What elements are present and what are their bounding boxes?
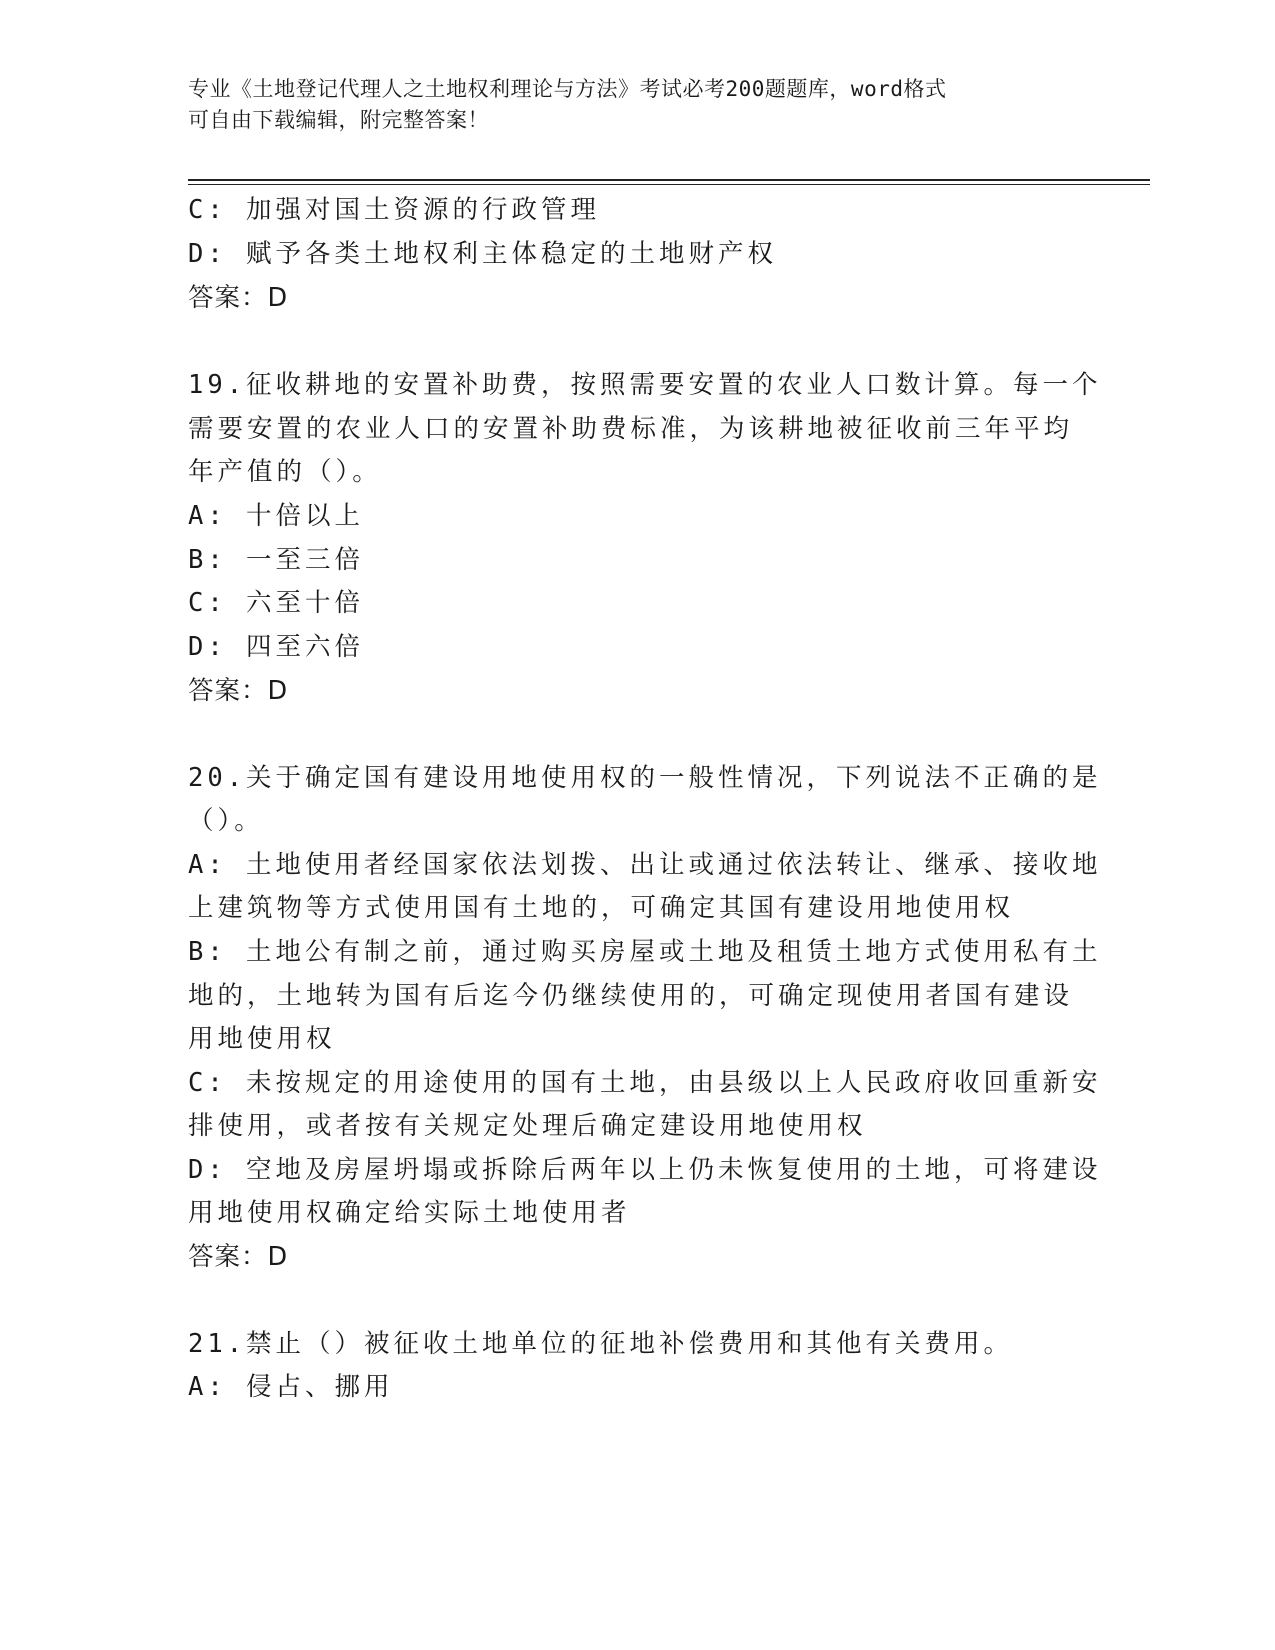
q20-option-b-line-2: 地的，土地转为国有后迄今仍继续使用的，可确定现使用者国有建设 [188, 981, 1074, 1011]
q19-option-a: A: 十倍以上 [188, 501, 365, 531]
q20-stem-line-2: （）。 [188, 806, 264, 836]
q18-option-d: D: 赋予各类土地权利主体稳定的土地财产权 [188, 239, 778, 269]
q19-option-b: B: 一至三倍 [188, 545, 365, 575]
q19-option-c: C: 六至十倍 [188, 588, 365, 618]
q19-answer: 答案：D [188, 676, 289, 706]
q20-option-a-line-1: A: 土地使用者经国家依法划拨、出让或通过依法转让、继承、接收地 [188, 850, 1102, 880]
header-line-2: 可自由下载编辑，附完整答案！ [188, 108, 489, 132]
q21-stem-line-1: 21.禁止（）被征收土地单位的征地补偿费用和其他有关费用。 [188, 1329, 1014, 1359]
q20-option-c-line-1: C: 未按规定的用途使用的国有土地，由县级以上人民政府收回重新安 [188, 1068, 1102, 1098]
q20-option-a-line-2: 上建筑物等方式使用国有土地的，可确定其国有建设用地使用权 [188, 893, 1015, 923]
header-divider-thin [188, 184, 1150, 185]
header-divider-thick [188, 179, 1150, 181]
q20-stem-line-1: 20.关于确定国有建设用地使用权的一般性情况，下列说法不正确的是 [188, 763, 1102, 793]
q20-answer: 答案：D [188, 1242, 289, 1272]
q19-option-d: D: 四至六倍 [188, 632, 365, 662]
q20-option-b-line-3: 用地使用权 [188, 1024, 336, 1054]
document-header [188, 74, 1068, 136]
q19-stem-line-2: 需要安置的农业人口的安置补助费标准，为该耕地被征收前三年平均 [188, 414, 1074, 444]
q20-option-d-line-1: D: 空地及房屋坍塌或拆除后两年以上仍未恢复使用的土地，可将建设 [188, 1155, 1102, 1185]
q20-option-c-line-2: 排使用，或者按有关规定处理后确定建设用地使用权 [188, 1111, 867, 1141]
q20-option-b-line-1: B: 土地公有制之前，通过购买房屋或土地及租赁土地方式使用私有土 [188, 937, 1102, 967]
q19-stem-line-1: 19.征收耕地的安置补助费，按照需要安置的农业人口数计算。每一个 [188, 370, 1102, 400]
header-line-1: 专业《土地登记代理人之土地权利理论与方法》考试必考200题题库，word格式 [188, 77, 947, 101]
q19-stem-line-3: 年产值的（）。 [188, 457, 382, 487]
q18-answer: 答案：D [188, 283, 289, 313]
q21-option-a: A: 侵占、挪用 [188, 1372, 394, 1402]
q20-option-d-line-2: 用地使用权确定给实际土地使用者 [188, 1198, 631, 1228]
q18-option-c: C: 加强对国土资源的行政管理 [188, 195, 601, 225]
